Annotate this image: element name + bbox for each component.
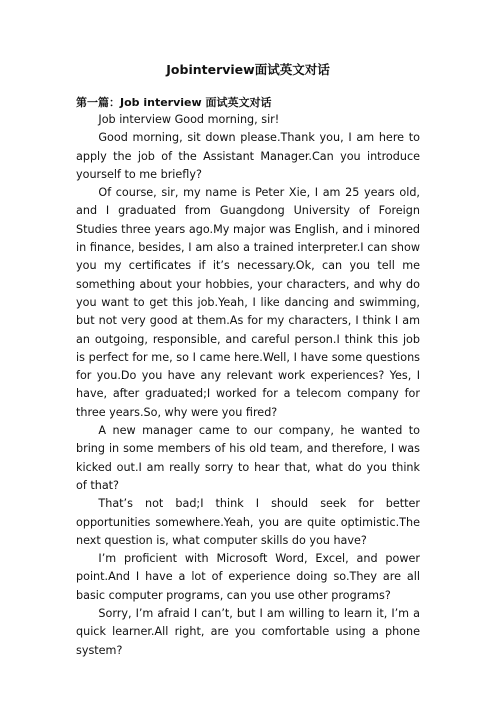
paragraph-1: Job interview Good morning, sir! [98,113,280,126]
paragraph-5: That’s not bad;I think I should seek for better opportunities somewhere.Yeah, you are quite optimistic.The next question is, what computer skills do you have? [76,497,420,547]
document-title: Jobinterview面试英文对话 [166,62,330,77]
paragraph-2: Good morning, sit down please.Thank you, I am here to apply the job of the Assistant Manager.Can you introduce yourself to me briefly? [76,131,420,181]
paragraph-7: Sorry, I’m afraid I can’t, but I am willing to learn it, I’m a quick learner.All right, are you comfortable using a phone system? [76,607,420,657]
section-heading: 第一篇：Job interview 面试英文对话 [76,96,272,109]
paragraph-4: A new manager came to our company, he wanted to bring in some members of his old team, and therefore, I was kicked out.I am really sorry to hear that, what do you think of that? [76,424,420,492]
paragraph-6: I’m proficient with Microsoft Word, Excel, and power point.And I have a lot of experience doing so.They are all basic computer programs, can you use other programs? [76,552,420,602]
paragraph-3: Of course, sir, my name is Peter Xie, I am 25 years old, and I graduated from Guangdong University of Foreign Studies three years ago.My major was English, and i minored in finance, besides, I am also a trained interpreter.I can show you my certificates if it’s necessary.Ok, can you tell me something about your hobbies, your characters, and why do you want to get this job.Yeah, I like dancing and swimming, but not very good at them.As for my characters, I think I am an outgoing, responsible, and careful person.I think this job is perfect for me, so I came here.Well, I have some questions for you.Do you have any relevant work experiences? Yes, I have, after graduated;I worked for a telecom company for three years.So, why were you fired? [76,186,420,419]
document-body [76,62,420,660]
